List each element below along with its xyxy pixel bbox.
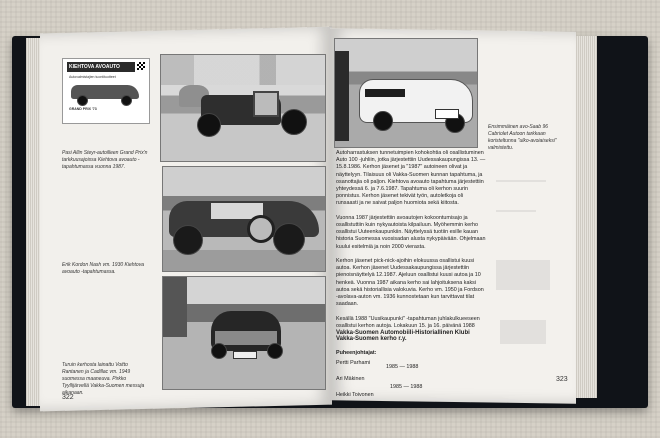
officer-years: 1985 — 1988 xyxy=(386,364,419,370)
ad-car-wheel xyxy=(77,95,88,106)
club-heading: Vakka-Suomen Automobiili-Historiallinen Klubi Vakka-Suomen kerho r.y. xyxy=(336,330,470,342)
officer-name: Pertti Parhami xyxy=(336,360,371,366)
caption-saab: Ensimmäinen avo-Saab 96 Cabriolet Autoon tarkkaan koristeltunna "ulko-avoiaiseksi" valmistettu. xyxy=(488,124,557,151)
officers-title: Puheenjohtajat: xyxy=(336,350,377,356)
officer-years: 1985 — 1988 xyxy=(390,384,423,390)
caption-cadillac: Turuin kerhosta lainattu Voitto Rantanen ja Cadillac vm. 1949 suomessa maaneuva. Pirkko Tyyllijärvellä Vakka-Suomen messuja aikanaan. xyxy=(62,362,145,396)
photo-cadillac-1949 xyxy=(162,276,326,390)
ad-footer: GRAND PRIX '73 xyxy=(69,107,97,111)
photo-saab-96-cabriolet xyxy=(334,38,478,148)
show-through-from-next-page xyxy=(490,150,560,370)
article-body-text: Autoharrastuksen tunnetuimpien kohokohtia oli osallistuminen Auto 100 -juhliin, jotka järjestettiin Uudessakaupungissa 13. — 15.8.1986. Kerhon jäsenet ja "1987" autoineen olivat ja näyttelyyn. Tilaisuus oli Vakka-Suomen kunnan tapahtuma, ja osanottajia oli paljon. Kiehtova avoauto tapahtuma järjestettiin yhteydessä 6. ja 7.6.1987. Tapahtuma oli kerhon suurin ponnistus. Kerhon jäsenet tekivät työn, autoletkoja oli runsaasti ja ne saivat paljon huomiota sekä kiitosta. Vuonna 1987 järjestettiin avoautojen kokoontumisajo ja osallistuttiin kuin nykyautoista kilpailuun. Myöhemmin kerho osallistui Uuteenkaupunkiin. Näyttelyssä tuotiin esille kauan historia Suomessa vuosisadan alusta nykypäivään. Ohjelmaan kuului esitelmiä ja noin 2000 vierasta. Kerhon jäsenet pick-nick-ajoihin elokuussa osallistui kuusi autoa. Kerhon jäsenet Uudessakaupungissa järjestettiin pienoisnäyttelyä 12.1987. Ajeluun osallistui kuusi autoa ja 10 henkeä. Vuonna 1987 aikana kerho sai lahjoituksena kaksi autoa sekä historiallisia valokuvia. Kerho vm. 1950 ja Fordson -avolava-auton vm. 1936 kunnostetaan kun tarvittavat tilat saadaan. Kesällä 1988 "Uusikaupunki" -tapahtuman juhlakulkueeseen osallistui kerhon autoja. Lokakuun 15. ja 16. päivänä 1988 xyxy=(336,150,486,328)
page-number-right: 323 xyxy=(556,376,568,383)
ad-car-wheel xyxy=(121,95,132,106)
ad-banner: KIEHTOVA AVOAUTO xyxy=(67,62,135,72)
photo-steyr-vintage-car xyxy=(160,54,326,162)
checkered-flag-icon xyxy=(137,62,145,70)
officer-name: Ari Mäkinen xyxy=(336,376,365,382)
kiehtova-avoauto-ad xyxy=(62,58,150,124)
officer-name: Heikki Toivonen xyxy=(336,392,374,398)
page-stack-right xyxy=(575,36,597,398)
caption-nash: Erik Kordon Nash vm. 1930 Kiehtova avoauto -tapahtumassa. xyxy=(62,262,144,275)
photo-nash-1930 xyxy=(162,166,326,272)
page-number-left: 322 xyxy=(62,394,74,401)
caption-steyr: Pasi Allin Steyr-autoilleen Grand Prix'n tarkkuusajoissa Kiehtova avoauto -tapahtumassa vuonna 1987. xyxy=(62,150,148,170)
ad-subline: Autovalmistajien tuontituotteet xyxy=(69,75,116,79)
